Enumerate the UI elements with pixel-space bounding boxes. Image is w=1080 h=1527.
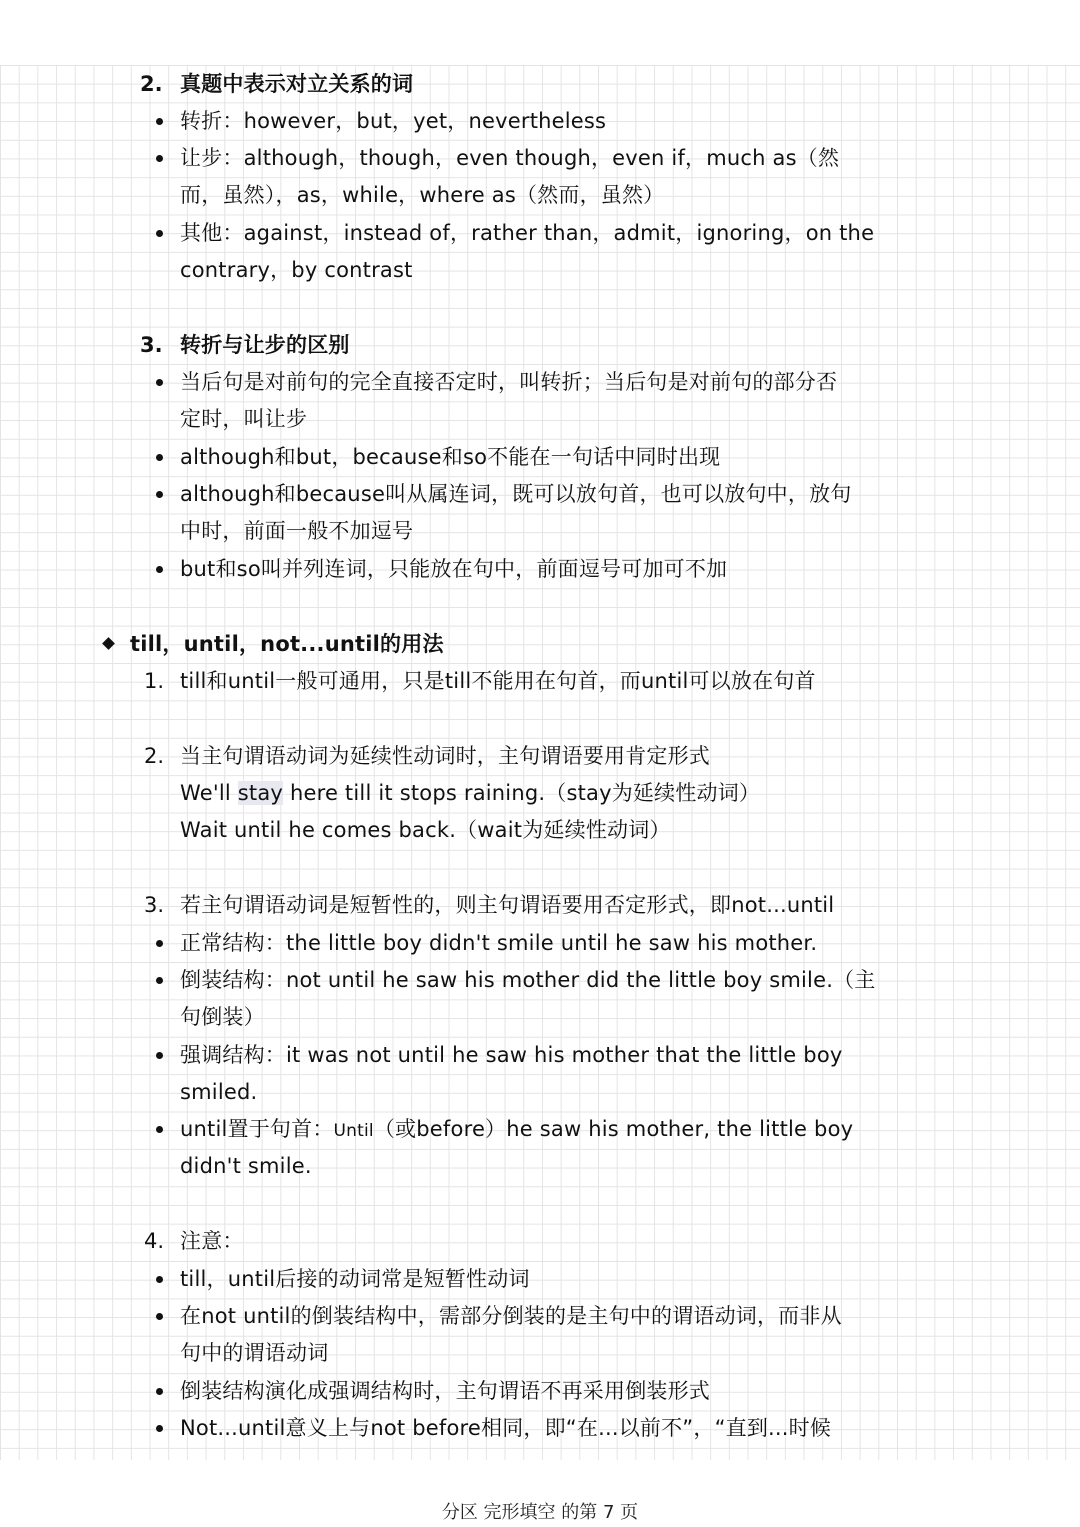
until-small-word: Until [333, 1121, 374, 1141]
page-footer: 分区 完形填空 的第 7 页 [441, 1502, 639, 1523]
bullet-icon [156, 1313, 163, 1320]
list-item-continuation: 句中的谓语动词 [180, 1341, 329, 1365]
list-item-continuation: didn't smile. [180, 1154, 312, 1178]
point-2-number: 2. [144, 744, 165, 768]
example-sentence-1 [180, 778, 760, 808]
bullet-icon [156, 1276, 163, 1283]
list-item: but和so叫并列连词，只能放在句中，前面逗号可加可不加 [180, 557, 728, 581]
list-item [180, 1114, 853, 1146]
bullet-icon [156, 454, 163, 461]
list-item-continuation: smiled. [180, 1080, 258, 1104]
bullet-icon [156, 1425, 163, 1432]
list-item: 在not until的倒装结构中，需部分倒装的是主句中的谓语动词，而非从 [180, 1304, 842, 1328]
section-2-number: 2. [140, 72, 163, 96]
list-item: till，until后接的动词常是短暂性动词 [180, 1267, 530, 1291]
section-3-title: 转折与让步的区别 [180, 333, 350, 357]
highlighted-word: stay [237, 781, 284, 805]
bullet-icon [156, 118, 163, 125]
bullet-icon [156, 1052, 163, 1059]
bullet-icon [156, 1388, 163, 1395]
section-3-number: 3. [140, 333, 163, 357]
point-3-text: 若主句谓语动词是短暂性的，则主句谓语要用否定形式，即not...until [180, 893, 835, 917]
bullet-icon [156, 566, 163, 573]
list-item: 转折：however，but，yet，nevertheless [180, 109, 607, 133]
list-item-label: until置于句首： [180, 1117, 334, 1141]
list-item-continuation: 而，虽然），as，while，where as（然而，虽然） [180, 183, 665, 207]
bullet-icon [156, 155, 163, 162]
list-item: Not...until意义上与not before相同，即“在...以前不”，“直到...时候 [180, 1416, 832, 1440]
list-item: 倒装结构：not until he saw his mother did the little boy smile.（主 [180, 968, 876, 992]
list-item: 让步：although，though，even though，even if，much as（然 [180, 146, 840, 170]
list-item: 当后句是对前句的完全直接否定时，叫转折；当后句是对前句的部分否 [180, 370, 838, 394]
bullet-icon [156, 230, 163, 237]
example-1-post: here till it stops raining.（stay为延续性动词） [283, 781, 761, 805]
list-item: 正常结构：the little boy didn't smile until he saw his mother. [180, 931, 818, 955]
list-item: 其他：against，instead of，rather than，admit，ignoring，on the [180, 221, 875, 245]
bullet-icon [156, 940, 163, 947]
point-4-number: 4. [144, 1229, 165, 1253]
example-1-pre: We'll [180, 781, 238, 805]
bullet-icon [156, 379, 163, 386]
point-2-text: 当主句谓语动词为延续性动词时，主句谓语要用肯定形式 [180, 744, 710, 768]
bullet-icon [156, 491, 163, 498]
list-item: although和because叫从属连词，既可以放句首，也可以放句中，放句 [180, 482, 852, 506]
list-item: although和but，because和so不能在一句话中同时出现 [180, 445, 721, 469]
list-item: 强调结构：it was not until he saw his mother that the little boy [180, 1043, 843, 1067]
list-item-continuation: 中时，前面一般不加逗号 [180, 519, 414, 543]
list-item: 倒装结构演化成强调结构时，主句谓语不再采用倒装形式 [180, 1379, 710, 1403]
list-item-continuation: contrary，by contrast [180, 258, 413, 282]
bullet-icon [156, 1126, 163, 1133]
list-item-continuation: 定时，叫让步 [180, 407, 308, 431]
point-1-number: 1. [144, 669, 165, 693]
bullet-icon [156, 977, 163, 984]
point-1-text: till和until一般可通用，只是till不能用在句首，而until可以放在句首 [180, 669, 816, 693]
till-section-title: till，until，not...until的用法 [130, 632, 444, 656]
point-4-text: 注意： [180, 1229, 244, 1253]
example-sentence-2: Wait until he comes back.（wait为延续性动词） [180, 818, 671, 842]
section-2-title: 真题中表示对立关系的词 [180, 72, 414, 96]
list-item-rest: （或before）he saw his mother, the little boy [373, 1117, 854, 1141]
diamond-bullet-icon [102, 637, 115, 650]
list-item-continuation: 句倒装） [180, 1005, 265, 1029]
point-3-number: 3. [144, 893, 165, 917]
